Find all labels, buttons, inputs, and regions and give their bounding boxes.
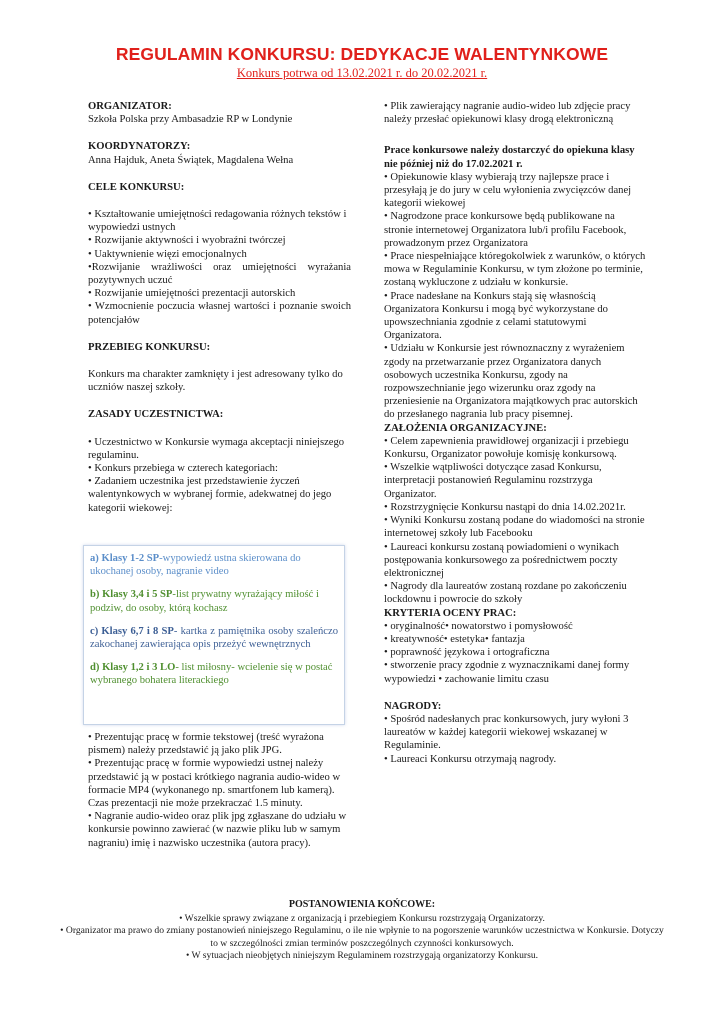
deadline-item: • Prace nadesłane na Konkurs stają się własnością Organizatora Konkursu i mogą być wykorzystane do upowszechniania zgodnie z celami statutowymi Organizatora.: [384, 290, 608, 342]
goals-heading: CELE KONKURSU:: [88, 181, 185, 193]
deadline-item: • Udziału w Konkursie jest równoznaczny z wyrażeniem zgody na przetwarzanie przez Organizatora danych osobowych uczestnika Konkursu, zgody na rozpowszechnianie jego wizerunku oraz zgody na przeniesienie na Organizatora majątkowych prac autorskich do przesłanego nagrania lub pracy pisemnej.: [384, 343, 638, 421]
category-b-label: b) Klasy 3,4 i 5 SP: [90, 589, 173, 601]
awards-item: • Spośród nadesłanych prac konkursowych, jury wyłoni 3 laureatów w każdej kategorii wiekowej wskazanej w Regulaminie.: [384, 713, 629, 752]
category-d-text: - list miłosny- wcielenie się w postać wybranego bohatera literackiego: [90, 662, 333, 687]
category-d: [90, 661, 338, 687]
process-heading: PRZEBIEG KONKURSU:: [88, 341, 211, 353]
goal-item: • Uaktywnienie więzi emocjonalnych: [88, 248, 247, 260]
criteria-heading: KRYTERIA OCENY PRAC:: [384, 607, 517, 619]
rule-item: • Zadaniem uczestnika jest przedstawienie życzeń walentynkowych w wybranej formie, adekwatnej do jego kategorii wiekowej:: [88, 476, 332, 514]
category-a-label: a) Klasy 1-2 SP: [90, 553, 160, 564]
category-b: [90, 588, 338, 614]
submission-item: • Prezentując pracę w formie tekstowej (treść wyrażona pismem) należy przedstawić ją jako plik JPG.: [88, 732, 324, 757]
categories-box: [83, 545, 345, 725]
goal-item: • Rozwijanie umiejętności prezentacji autorskich: [88, 288, 296, 300]
deadline-item: • Prace niespełniające któregokolwiek z warunków, o których mowa w Regulaminie Konkursu, w tym złożone po terminie, zostaną wykluczone z udziału w konkursie.: [384, 251, 646, 289]
category-c-text: - kartka z pamiętnika osoby szaleńczo zakochanej zawierająca opis przeżyć wewnętrznych: [90, 625, 338, 651]
rule-item: • Uczestnictwo w Konkursie wymaga akceptacji niniejszego regulaminu.: [88, 436, 345, 461]
submission-item: • Nagranie audio-wideo oraz plik jpg zgłaszane do udziału w konkursie powinno zawierać (w nazwie pliku lub w samym nagraniu) imię i nazwisko uczestnika (autora pracy).: [88, 811, 347, 849]
criteria-item: • stworzenie pracy zgodnie z wyznacznikami danej formy wypowiedzi • zachowanie limitu czasu: [384, 660, 630, 685]
submission-item: • Prezentując pracę w formie wypowiedzi ustnej należy przedstawić ją w postaci krótkiego nagrania audio-wideo w formacie MP4 (wykonanego np. smartfonem lub kamerą). Czas prezentacji nie może przekraczać 1.5 minuty.: [88, 758, 341, 810]
category-b-text: -list prywatny wyrażający miłość i podziw, do osoby, którą kochasz: [90, 589, 319, 614]
org-item: • Celem zapewnienia prawidłowej organizacji i przebiegu Konkursu, Organizator powołuje komisję konkursową.: [384, 435, 629, 461]
category-a: [90, 552, 338, 578]
org-item: • Wyniki Konkursu zostaną podane do wiadomości na stronie internetowej szkoły lub Facebooku: [384, 515, 645, 540]
final-provision-item: • Organizator ma prawo do zmiany postanowień niniejszego Regulaminu, o ile nie wpłynie to na pogorszenie warunków uczestnictwa w Konkursie. Dotyczy to w szczególności zmian terminów poszczególnych czynności konkursowych.: [60, 925, 664, 949]
criteria-item: • kreatywność• estetyka• fantazja: [384, 633, 525, 645]
goal-item: • Wzmocnienie poczucia własnej wartości i poznanie swoich potencjałów: [88, 301, 351, 326]
category-c: [90, 625, 338, 651]
final-provisions-heading: POSTANOWIENIA KOŃCOWE:: [288, 899, 436, 910]
goal-item: • Kształtowanie umiejętności redagowania różnych tekstów i wypowiedzi ustnych: [88, 209, 347, 234]
deadline-item: • Nagrodzone prace konkursowe będą publikowane na stronie internetowej Organizatora lub/i profilu Facebook, prowadzonym przez Organizatora: [384, 211, 627, 249]
deadline-heading: Prace konkursowe należy dostarczyć do opiekuna klasy nie później niż do 17.02.2021 r.: [384, 145, 635, 170]
deadline-item: • Opiekunowie klasy wybierają trzy najlepsze prace i przesyłają je do jury w celu wyłonienia zwycięzców danej kategorii wiekowej: [384, 171, 632, 210]
document-subtitle: Konkurs potrwa od 13.02.2021 r. do 20.02.2021 r.: [236, 66, 488, 80]
org-item: • Laureaci konkursu zostaną powiadomieni o wynikach postępowania konkursowego za pośrednictwem poczty elektronicznej: [384, 541, 619, 579]
left-column: [88, 100, 351, 515]
organizer-heading: ORGANIZATOR:: [88, 101, 172, 112]
org-item: • Wszelkie wątpliwości dotyczące zasad Konkursu, interpretacji postanowień Regulaminu rozstrzyga Organizator.: [384, 462, 602, 500]
org-item: • Rozstrzygnięcie Konkursu nastąpi do dnia 14.02.2021r.: [384, 501, 626, 513]
category-a-text: -wypowiedź ustna skierowana do ukochanej osoby, nagranie video: [90, 553, 301, 578]
process-text: Konkurs ma charakter zamknięty i jest adresowany tylko do uczniów naszej szkoły.: [88, 369, 343, 394]
awards-heading: NAGRODY:: [384, 700, 442, 712]
coordinators-text: Anna Hajduk, Aneta Świątek, Magdalena Wełna: [88, 154, 294, 166]
coordinators-heading: KOORDYNATORZY:: [88, 141, 191, 153]
rules-heading: ZASADY UCZESTNICTWA:: [88, 409, 224, 421]
final-provision-item: • Wszelkie sprawy związane z organizacją i przebiegiem Konkursu rozstrzygają Organizatorzy.: [179, 913, 545, 925]
org-item: • Nagrody dla laureatów zostaną rozdane po zakończeniu lockdownu i powrocie do szkoły: [384, 581, 627, 606]
goal-item: • Rozwijanie aktywności i wyobraźni twórczej: [88, 235, 286, 247]
final-provision-item: • W sytuacjach nieobjętych niniejszym Regulaminem rozstrzygają organizatorzy Konkursu.: [185, 949, 539, 961]
category-c-label: c) Klasy 6,7 i 8 SP: [90, 625, 174, 637]
criteria-item: • poprawność językowa i ortograficzna: [384, 647, 550, 659]
criteria-item: • oryginalność• nowatorstwo i pomysłowość: [384, 620, 573, 632]
organizer-text: Szkoła Polska przy Ambasadzie RP w Londynie: [88, 114, 293, 126]
document-title: REGULAMIN KONKURSU: DEDYKACJE WALENTYNKOWE: [115, 44, 609, 64]
awards-item: • Laureaci Konkursu otrzymają nagrody.: [384, 753, 557, 765]
right-column: [384, 100, 646, 766]
left-column-lower: [88, 731, 351, 850]
goal-item: •Rozwijanie wrażliwości oraz umiejętności wyrażania pozytywnych uczuć: [88, 261, 351, 287]
intro-item: • Plik zawierający nagranie audio-wideo lub zdjęcie pracy należy przesłać opiekunowi klasy drogą elektroniczną: [384, 101, 631, 126]
final-provisions: [60, 899, 664, 962]
rule-item: • Konkurs przebiega w czterech kategoriach:: [88, 463, 278, 475]
category-d-label: d) Klasy 1,2 i 3 LO: [90, 662, 176, 674]
org-heading: ZAŁOŻENIA ORGANIZACYJNE:: [384, 422, 547, 434]
